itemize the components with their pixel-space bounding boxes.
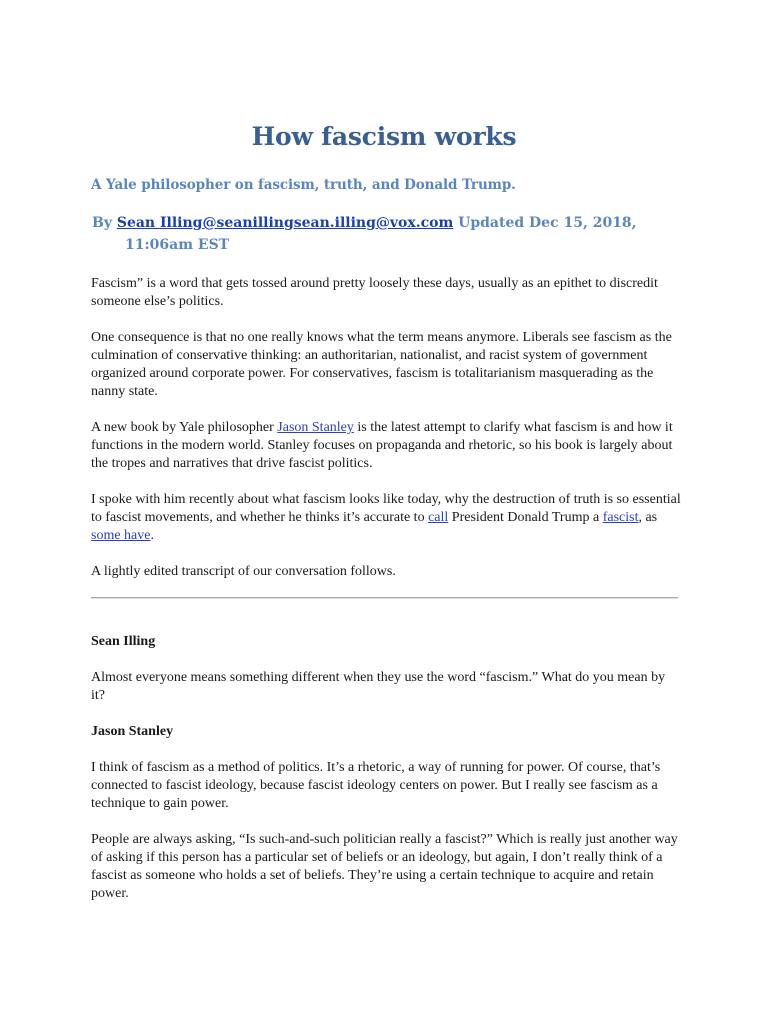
p4-text-middle: President Donald Trump a (448, 510, 603, 525)
intro-paragraph-1: Fascism” is a word that gets tossed around pretty loosely these days, usually as an epithet to discredit someone else’s politics. (91, 276, 658, 309)
article-title: How fascism works (251, 122, 517, 151)
speaker-label-jason-stanley: Jason Stanley (91, 724, 174, 739)
p4-text-end: . (150, 528, 154, 543)
byline-time: 11:06am EST (125, 237, 230, 253)
section-divider (91, 597, 678, 599)
intro-paragraph-2: One consequence is that no one really knows what the term means anymore. Liberals see fascism as the culmination of conservative thinking: an authoritarian, nationalist, and racist system of government organized around corporate power. For conservatives, fascism is totalitarianism masquerading as the nanny state. (91, 330, 672, 399)
speaker-label-sean-illing: Sean Illing (91, 634, 156, 649)
intro-paragraph-4 (91, 491, 681, 545)
call-link[interactable]: call (428, 510, 449, 525)
byline-updated: Updated Dec 15, 2018, (458, 215, 637, 231)
p4-text-comma: , as (638, 510, 658, 525)
question-paragraph: Almost everyone means something different when they use the word “fascism.” What do you mean by it? (91, 670, 666, 703)
answer-paragraph-2: People are always asking, “Is such-and-such politician really a fascist?” Which is really just another way of asking if this person has a particular set of beliefs or an ideology, but again, I don’t really think of a fascist as someone who holds a set of beliefs. They’re using a certain technique to acquire and retain power. (91, 832, 678, 901)
author-link[interactable]: Sean Illing@seanillingsean.illing@vox.com (116, 215, 454, 231)
article-subtitle: A Yale philosopher on fascism, truth, and Donald Trump. (91, 177, 516, 193)
intro-paragraph-5: A lightly edited transcript of our conversation follows. (91, 564, 396, 579)
some-have-link[interactable]: some have (91, 528, 151, 543)
byline-by: By (92, 215, 112, 231)
byline (92, 212, 652, 256)
p3-text-after: is the latest attempt to clarify what fascism is and how it functions in the modern world. Stanley focuses on propaganda and rhetoric, so his book is largely about the tropes and narratives that drive fascist politics. (91, 420, 673, 471)
jason-stanley-link[interactable]: Jason Stanley (277, 420, 354, 435)
intro-paragraph-3 (91, 419, 681, 473)
answer-paragraph-1: I think of fascism as a method of politics. It’s a rhetoric, a way of running for power. Of course, that’s connected to fascist ideology, because fascist ideology centers on power. But I really see fascism as a technique to gain power. (91, 760, 661, 811)
p4-text-before: I spoke with him recently about what fascism looks like today, why the destruction of truth is so essential to fascist movements, and whether he thinks it’s accurate to (91, 492, 681, 525)
p3-text-before: A new book by Yale philosopher (91, 420, 278, 435)
fascist-link[interactable]: fascist (602, 510, 639, 525)
